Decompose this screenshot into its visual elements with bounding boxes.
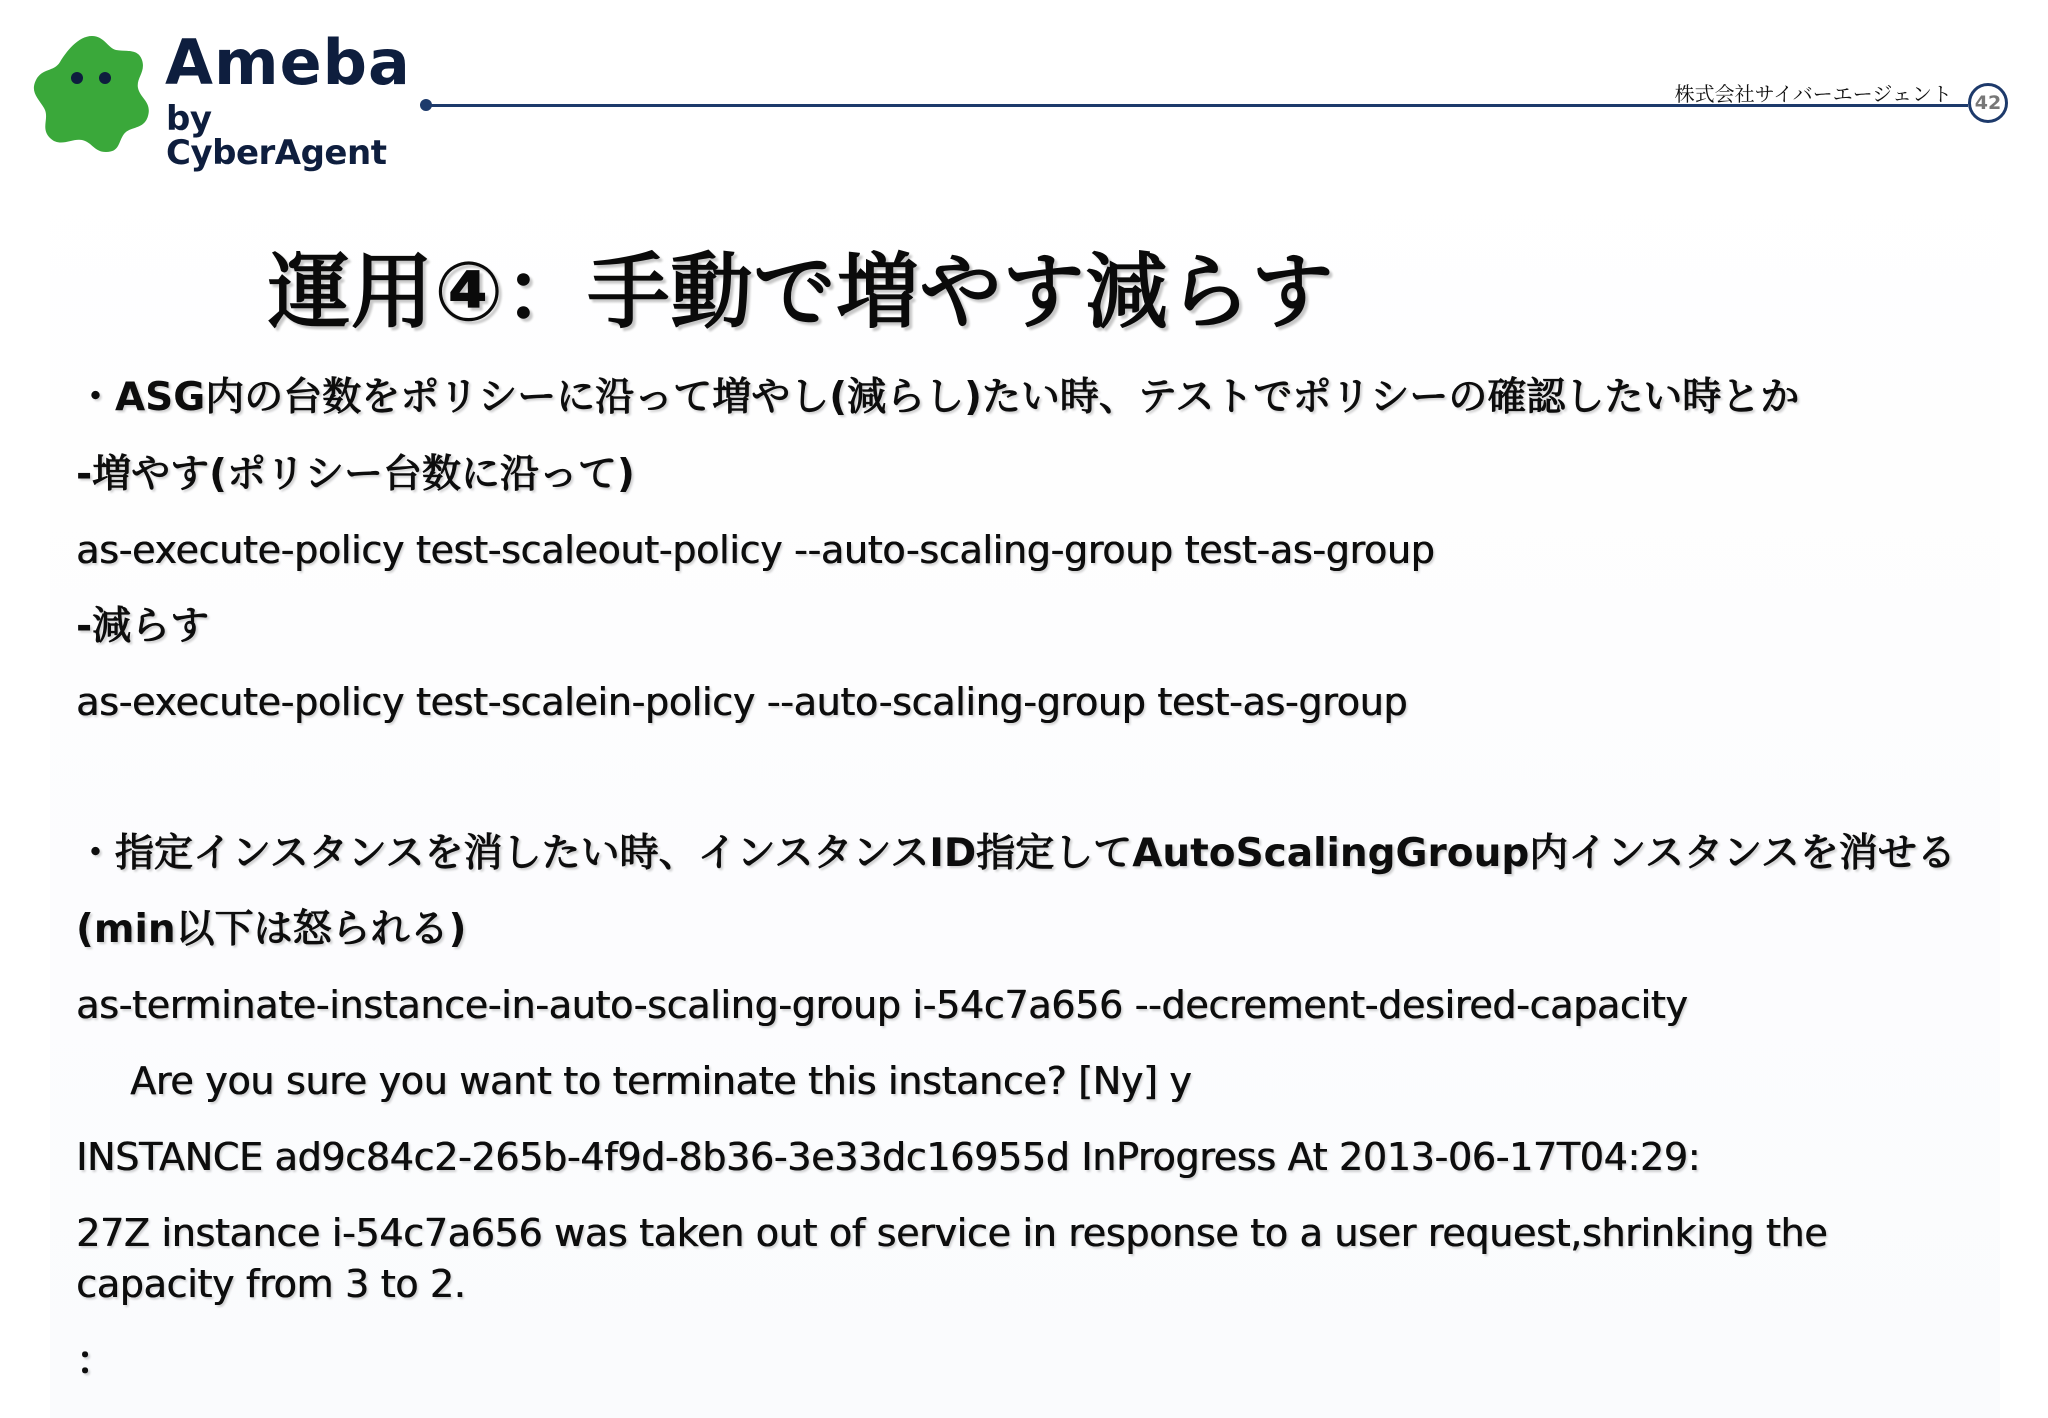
subheading-decrease: -減らす [76,604,210,649]
ameba-logo [30,26,430,173]
output-instance: INSTANCE ad9c84c2-265b-4f9d-8b36-3e33dc16955d InProgress At 2013-06-17T04:29: [76,1135,1701,1179]
ameba-mascot-icon [30,30,155,155]
subheading-increase: -増やす(ポリシー台数に沿って) [76,452,635,497]
prompt-confirm: Are you sure you want to terminate this instance? [Ny] y [130,1059,1192,1103]
command-terminate: as-terminate-instance-in-auto-scaling-group i-54c7a656 --decrement-desired-capacity [76,983,1688,1027]
page-number: 42 [1968,83,2008,123]
note-min-limit: (min以下は怒られる) [76,907,467,952]
output-description-1: 27Z instance i-54c7a656 was taken out of service in response to a user request,shrinking the [76,1211,1828,1255]
command-scaleout: as-execute-policy test-scaleout-policy --auto-scaling-group test-as-group [76,528,1435,572]
slide-title: 運用④：手動で増やす減らす [268,245,1335,340]
bullet-terminate-instance: ・指定インスタンスを消したい時、インスタンスID指定してAutoScalingGroup内インスタンスを消せる [76,831,1956,876]
ellipsis-mark: ： [76,1339,116,1384]
bullet-policy-usage: ・ASG内の台数をポリシーに沿って増やし(減らし)たい時、テストでポリシーの確認したい時とか [76,375,1800,420]
command-scalein: as-execute-policy test-scalein-policy --auto-scaling-group test-as-group [76,680,1408,724]
output-description-2: capacity from 3 to 2. [76,1262,466,1306]
brand-name: Ameba [165,26,411,99]
brand-subtitle: by CyberAgent [166,99,387,173]
company-name: 株式会社サイバーエージェント [1674,82,1952,106]
